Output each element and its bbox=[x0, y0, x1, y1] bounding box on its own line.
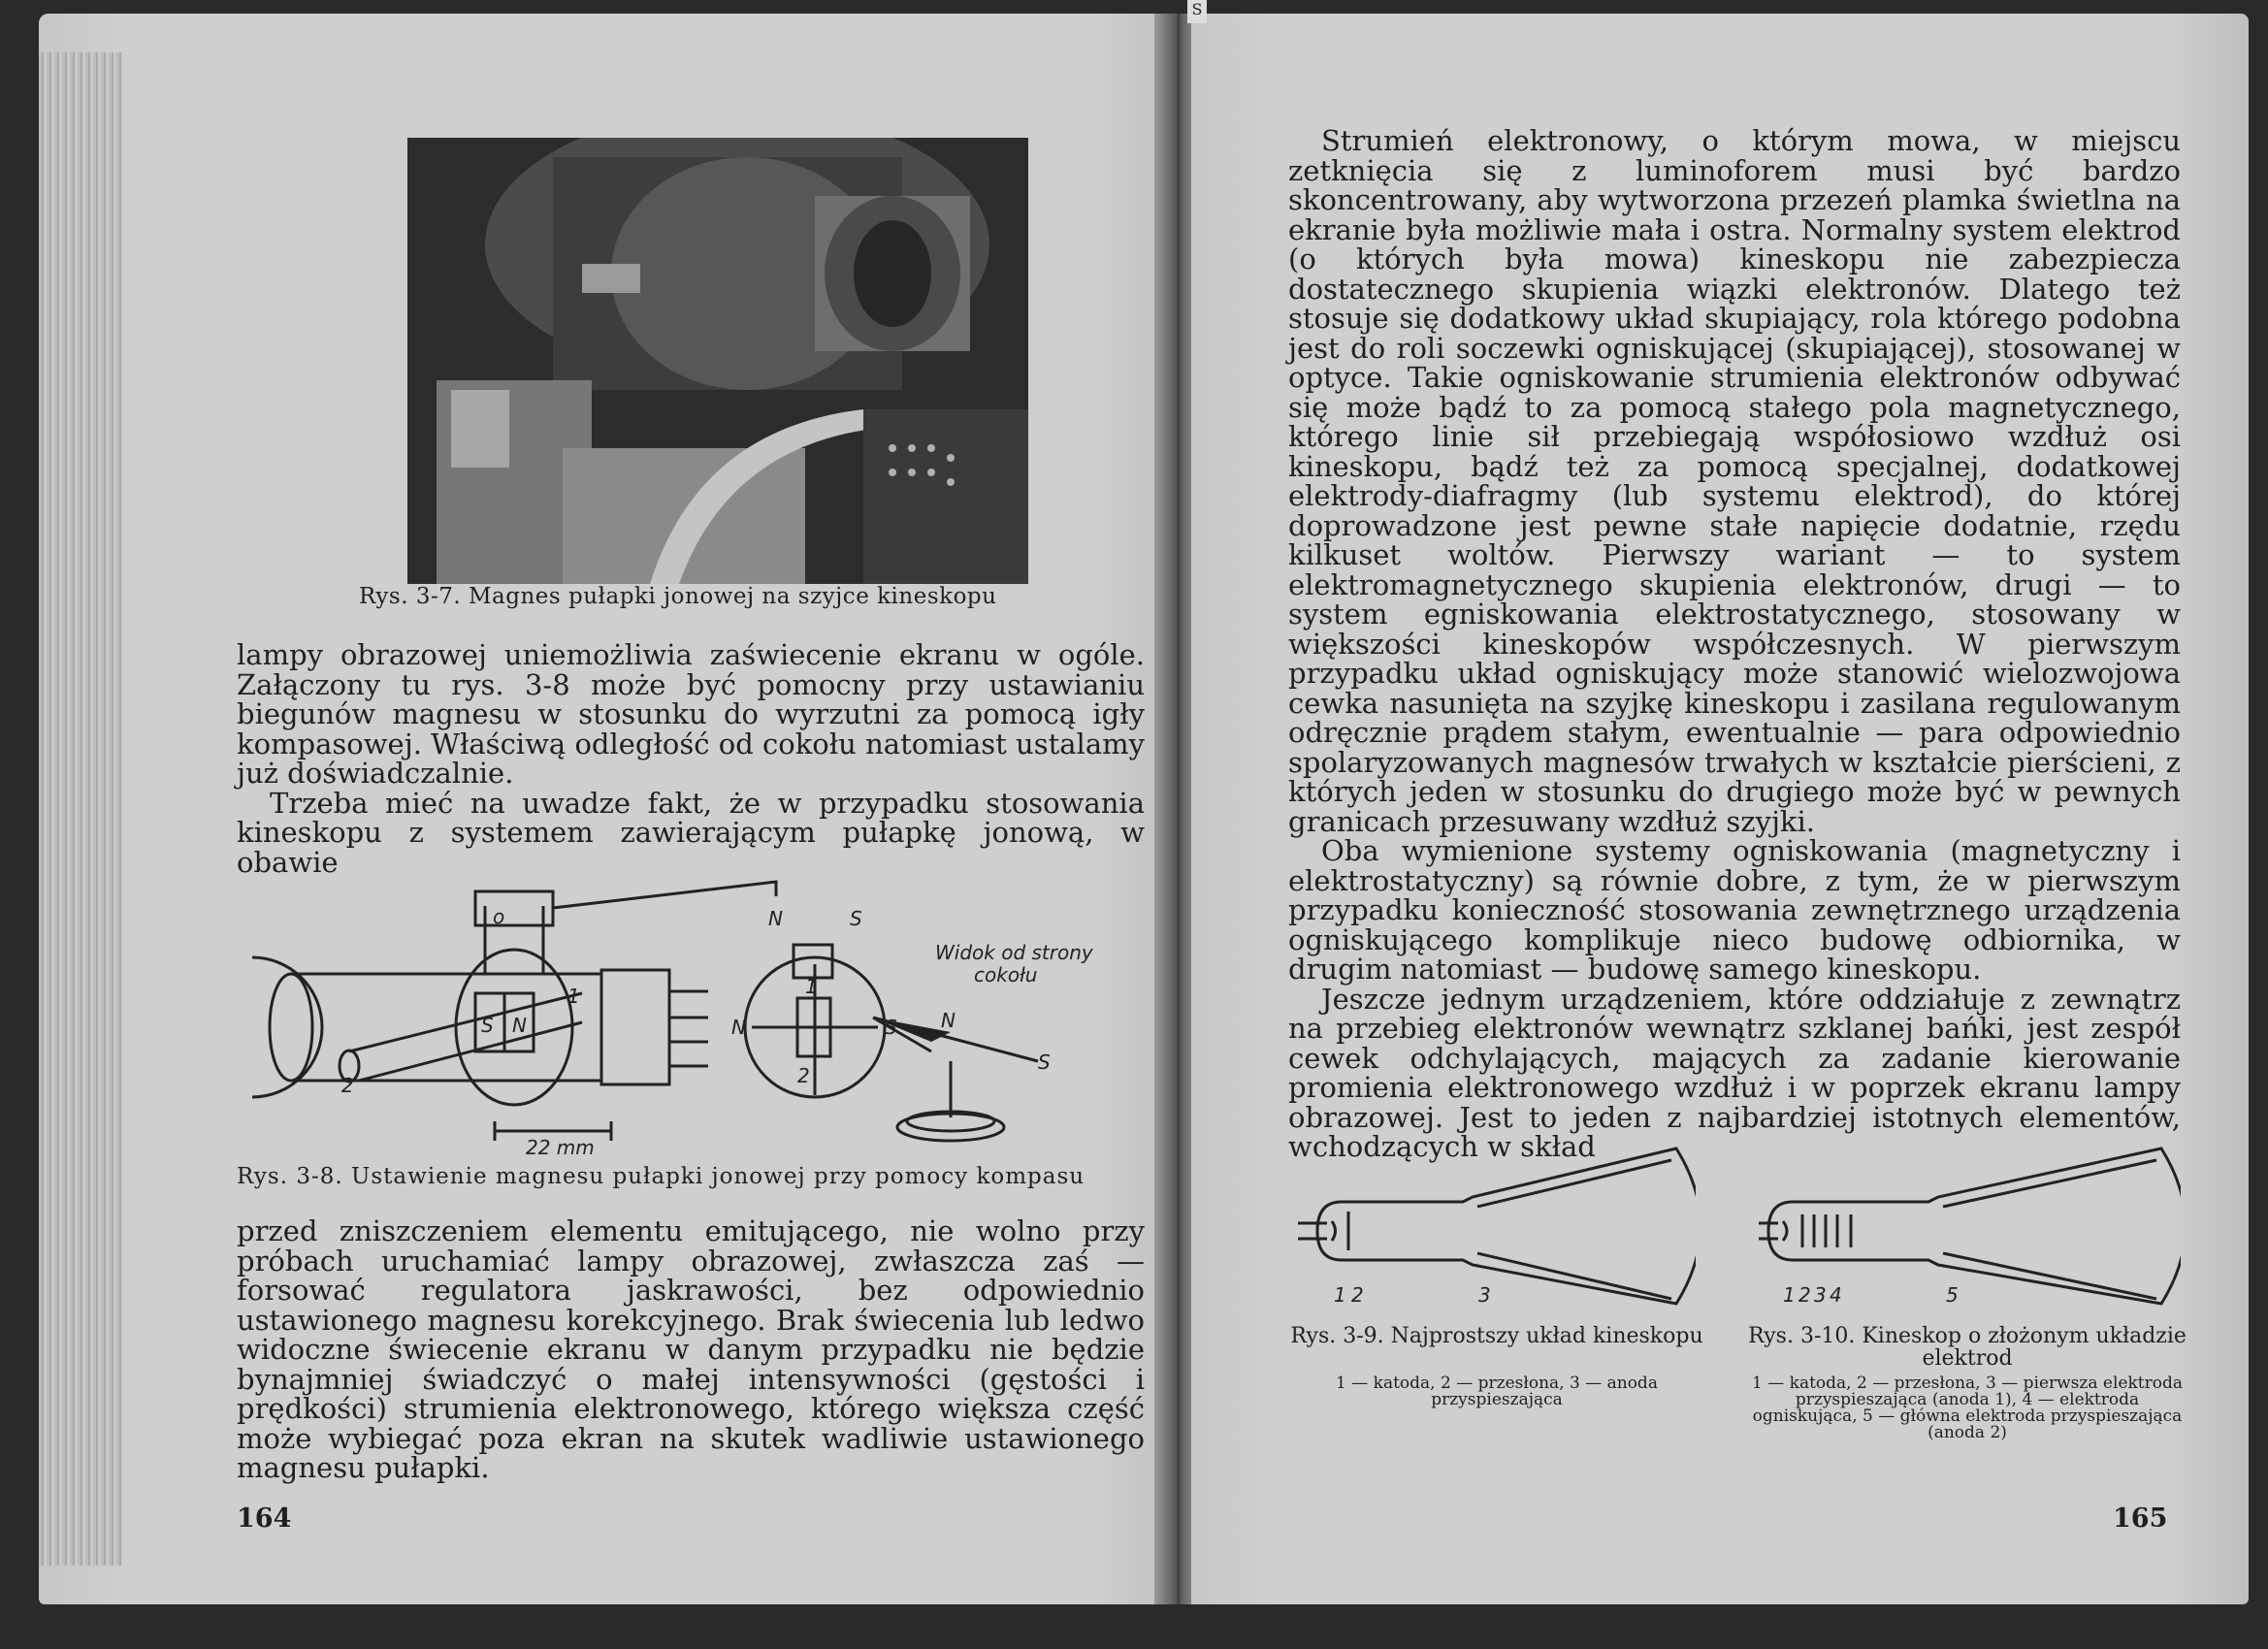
figure-3-8-caption: Rys. 3-8. Ustawienie magnesu pułapki jonowej przy pomocy kompasu bbox=[237, 1164, 1085, 1189]
paragraph: lampy obrazowej uniemożliwia zaświecenie ekranu w ogóle. Załączony tu rys. 3-8 może być pomocny przy ustawianiu biegunów magnesu w stosunku do wyrzutni za pomocą igły kompasowej. Właściwą odległość od cokołu natomiast ustalamy już doświadczalnie. bbox=[237, 638, 1145, 790]
figure-3-9-legend: 1 — katoda, 2 — przesłona, 3 — anoda przyspieszająca bbox=[1336, 1374, 1658, 1409]
label-s-magnet: S bbox=[481, 1014, 494, 1037]
figure-3-10-caption: Rys. 3-10. Kineskop o złożonym układzie elektrod bbox=[1748, 1324, 2187, 1371]
figure-3-9 bbox=[1288, 1110, 1696, 1313]
right-page bbox=[1191, 0, 2249, 1604]
label-two: 2 bbox=[797, 1064, 810, 1087]
left-text-top bbox=[237, 640, 1145, 877]
label-1: 1 bbox=[1334, 1283, 1346, 1307]
right-text bbox=[1288, 126, 2181, 1162]
photo-illustration bbox=[407, 138, 1028, 584]
label-two-tube: 2 bbox=[341, 1074, 354, 1097]
label-1: 1 bbox=[1783, 1283, 1796, 1307]
page-number-left: 164 bbox=[237, 1504, 292, 1534]
label-one-tube: 1 bbox=[567, 985, 580, 1008]
page-number-right: 165 bbox=[2113, 1504, 2168, 1534]
magnet-clamp bbox=[475, 891, 553, 974]
electrodes bbox=[1802, 1214, 1851, 1247]
tube-end bbox=[270, 974, 312, 1081]
label-view-line2: cokołu bbox=[974, 963, 1038, 986]
label-3: 3 bbox=[1814, 1283, 1827, 1307]
cathode bbox=[1783, 1221, 1787, 1241]
photo-caption: Rys. 3-7. Magnes pułapki jonowej na szyjce kineskopu bbox=[359, 584, 997, 609]
left-text-bottom bbox=[237, 1216, 1145, 1483]
label-compass-s: S bbox=[1038, 1051, 1051, 1074]
label-2: 2 bbox=[1351, 1283, 1364, 1307]
tube-outline bbox=[1317, 1148, 1696, 1304]
label-dimension: 22 mm bbox=[526, 1136, 595, 1158]
figure-3-10 bbox=[1754, 1110, 2181, 1313]
tube-outline bbox=[291, 974, 582, 1081]
label-one: 1 bbox=[805, 975, 818, 998]
label-n-top: N bbox=[768, 907, 783, 930]
tube-neck bbox=[582, 974, 601, 1081]
label-s-right: S bbox=[885, 1016, 897, 1039]
label-5: 5 bbox=[1946, 1283, 1959, 1307]
label-view-line1: Widok od strony bbox=[935, 941, 1093, 964]
left-page bbox=[39, 14, 1183, 1604]
label-s-top: S bbox=[850, 907, 862, 930]
label-4: 4 bbox=[1830, 1283, 1842, 1307]
label-n-magnet: N bbox=[512, 1014, 527, 1037]
paragraph: przed zniszczeniem elementu emitującego, nie wolno przy próbach uruchamiać lampy obrazowej, zwłaszcza zaś — forsować regulatora jaskrawości, bez odpowiednio ustawionego magnesu korekcyjnego. Brak świecenia lub ledwo widoczne świecenie ekranu w danym przypadku nie będzie bynajmniej świadczyć o małej intensywności (gęstości i prędkości) strumienia elektronowego, którego większa część może wybiegać poza ekran na skutek wadliwie ustawionego magnesu pułapki. bbox=[237, 1214, 1145, 1484]
tube-base bbox=[601, 970, 669, 1084]
figure-3-8 bbox=[252, 867, 1125, 1158]
kinescope-ion-trap-photo bbox=[407, 138, 1028, 584]
paragraph: Jeszcze jednym urządzeniem, które oddziałuje z zewnątrz na przebieg elektronów wewnątrz szklanej bańki, jest zespół cewek odchylających, mających za zadanie kierowanie promienia elektronowego wzdłuż i w poprzek ekranu lampy obrazowej. Jest to jeden z najbardziej istotnych elementów, wchodzących w skład bbox=[1288, 982, 2181, 1163]
label-2: 2 bbox=[1798, 1283, 1811, 1307]
figure-3-9-caption: Rys. 3-9. Najprostszy układ kineskopu bbox=[1290, 1324, 1703, 1348]
figure-3-10-legend: 1 — katoda, 2 — przesłona, 3 — pierwsza elektroda przyspieszająca (anoda 1), 4 — elektroda ogniskująca, 5 — główna elektroda przyspieszająca (anoda 2) bbox=[1752, 1374, 2183, 1442]
leader-line bbox=[553, 882, 776, 908]
label-compass-n: N bbox=[941, 1009, 956, 1032]
paragraph: Strumień elektronowy, o którym mowa, w miejscu zetknięcia się z luminoforem musi być bardzo skoncentrowany, aby wytworzona przezeń plamka świetlna na ekranie była możliwie mała i ostra. Normalny system elektrod (o których była mowa) kineskopu nie zabezpiecza dostatecznego skupienia wiązki elektronów. Dlatego też stosuje się dodatkowy układ skupiający, rola którego podobna jest do roli soczewki ogniskującej (skupiającej), stosowanej w optyce. Takie ogniskowanie strumienia elektronów odbywać się może bądź to za pomocą stałego pola magnetycznego, którego linie sił przebiegają współosiowo wzdłuż osi kineskopu, bądź też za pomocą specjalnej, dodatkowej elektrody-diafragmy (lub systemu elektrod), do której doprowadzone jest pewne stałe napięcie dodatnie, rzędu kilkuset woltów. Pierwszy wariant — to system elektromagnetycznego skupienia elektronów, drugi — to system egniskowania elektrostatycznego, stosowany w większości kineskopów współczesnych. W pierwszym przypadku układ ogniskujący może stanowić wielozwojowa cewka nasunięta na szyjkę kineskopu i zasilana regulowanym odręcznie prądem stałym, ewentualnie — para odpowiednio spolaryzowanych magnesów trwałych w kształcie pierścieni, z których jeden w stosunku do drugiego może być w pewnych granicach przesuwany wzdłuż szyjki. bbox=[1288, 124, 2181, 838]
label-n-left: N bbox=[731, 1016, 746, 1039]
base-pins bbox=[669, 991, 708, 1066]
paragraph: Oba wymienione systemy ogniskowania (magnetyczny i elektrostatyczny) są równie dobre, z tym, że w pierwszym przypadku konieczność stosowania zewnętrznego urządzenia ogniskującego komplikuje nieco budowę odbiornika, w drugim natomiast — budowę samego kineskopu. bbox=[1288, 834, 2181, 986]
tab-mark: S bbox=[1187, 0, 1207, 23]
label-o: o bbox=[493, 905, 505, 928]
label-3: 3 bbox=[1478, 1283, 1491, 1307]
tube-outline bbox=[1768, 1148, 2181, 1304]
cathode bbox=[1332, 1221, 1336, 1241]
paragraph: Trzeba mieć na uwadze fakt, że w przypadku stosowania kineskopu z systemem zawierającym pułapkę jonową, w obawie bbox=[237, 786, 1145, 879]
page-stack-edges bbox=[39, 52, 122, 1566]
